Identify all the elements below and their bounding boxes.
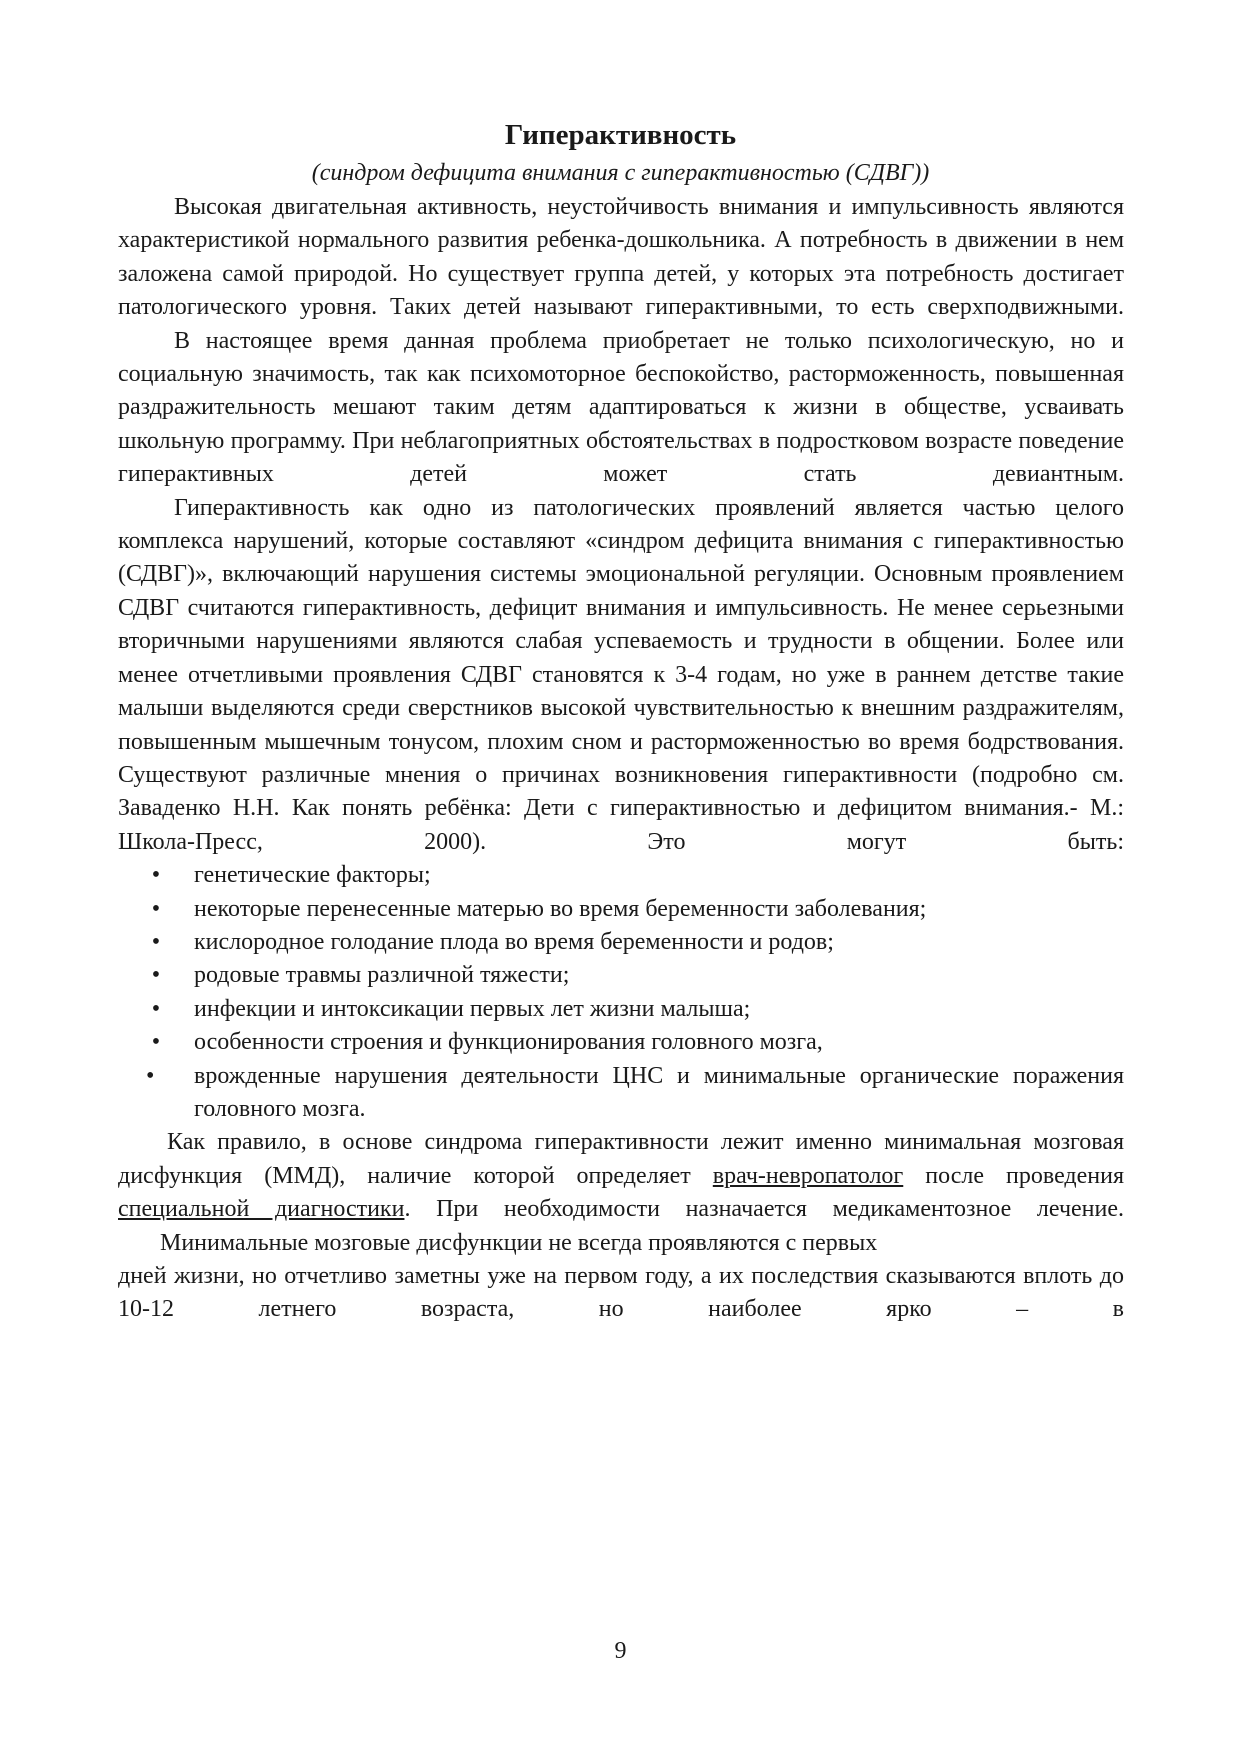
list-item: • врожденные нарушения деятельности ЦНС и минимальные органические поражения головного мозга. bbox=[118, 1060, 1124, 1127]
list-item: • родовые травмы различной тяжести; bbox=[118, 959, 1124, 992]
list-item: • особенности строения и функционирования головного мозга, bbox=[118, 1026, 1124, 1059]
bullet-icon: • bbox=[146, 1062, 155, 1089]
paragraph-5-rest: дней жизни, но отчетливо заметны уже на первом году, а их последствия сказываются вплоть до 10-12 летнего возраста, но наиболее ярко – в bbox=[118, 1263, 1124, 1323]
link-special-diagnostics[interactable]: специальной диагностики bbox=[118, 1196, 405, 1223]
list-item: • инфекции и интоксикации первых лет жизни малыша; bbox=[118, 993, 1124, 1026]
bullet-icon: • bbox=[151, 1029, 161, 1056]
page-number: 9 bbox=[614, 1638, 627, 1664]
link-neurologist[interactable]: врач-невропатолог bbox=[712, 1162, 904, 1189]
list-item: • некоторые перенесенные матерью во время беременности заболевания; bbox=[118, 893, 1124, 926]
bullet-icon: • bbox=[151, 928, 161, 955]
paragraph-4: Как правило, в основе синдрома гиперактивности лежит именно минимальная мозговая дисфункция (ММД), наличие которой определяет врач-невропатолог после проведения специальной диагностики. При необходимости назначается медикаментозное лечение. bbox=[118, 1129, 1125, 1223]
paragraph-3: Гиперактивность как одно из патологических проявлений является частью целого комплекса нарушений, которые составляют «синдром дефицита внимания с гиперактивностью (СДВГ)», включающий нарушения системы эмоциональной регуляции. Основным проявлением СДВГ считаются гиперактивность, дефицит внимания и импульсивность. Не менее серьезными вторичными нарушениями являются слабая успеваемость и трудности в общении. Более или менее отчетливыми проявления СДВГ становятся к 3-4 годам, но уже в раннем детстве такие малыши выделяются среди сверстников высокой чувствительностью к внешним раздражителям, повышенным мышечным тонусом, плохим сном и расторможенностью во время бодрствования. Существуют различные мнения о причинах возникновения гиперактивности (подробно см. Заваденко Н.Н. Как понять ребёнка: Дети с гиперактивностью и дефицитом внимания.- М.: Школа-Пресс, 2000). Это могут быть: bbox=[118, 494, 1124, 855]
bullet-icon: • bbox=[151, 862, 161, 889]
page-subtitle: (синдром дефицита внимания с гиперактивностью (СДВГ)) bbox=[311, 160, 930, 186]
causes-list bbox=[118, 859, 1124, 1126]
bullet-icon: • bbox=[151, 962, 161, 989]
list-item: • кислородное голодание плода во время беременности и родов; bbox=[118, 926, 1124, 959]
paragraph-5-first-line: Минимальные мозговые дисфункции не всегда проявляются с первых bbox=[160, 1229, 878, 1256]
paragraph-2: В настоящее время данная проблема приобретает не только психологическую, но и социальную значимость, так как психомоторное беспокойство, расторможенность, повышенная раздражительность мешают таким детям адаптироваться к жизни в обществе, усваивать школьную программу. При неблагоприятных обстоятельствах в подростковом возрасте поведение гиперактивных детей может стать девиантным. bbox=[118, 327, 1124, 488]
page-title: Гиперактивность bbox=[504, 119, 737, 151]
document-body bbox=[118, 191, 1124, 1327]
list-item: • генетические факторы; bbox=[118, 859, 1124, 892]
bullet-icon: • bbox=[151, 995, 161, 1022]
paragraph-1: Высокая двигательная активность, неустойчивость внимания и импульсивность являются характеристикой нормального развития ребенка-дошкольника. А потребность в движении в нем заложена самой природой. Но существует группа детей, у которых эта потребность достигает патологического уровня. Таких детей называют гиперактивными, то есть сверхподвижными. bbox=[118, 194, 1124, 321]
bullet-icon: • bbox=[151, 895, 161, 922]
